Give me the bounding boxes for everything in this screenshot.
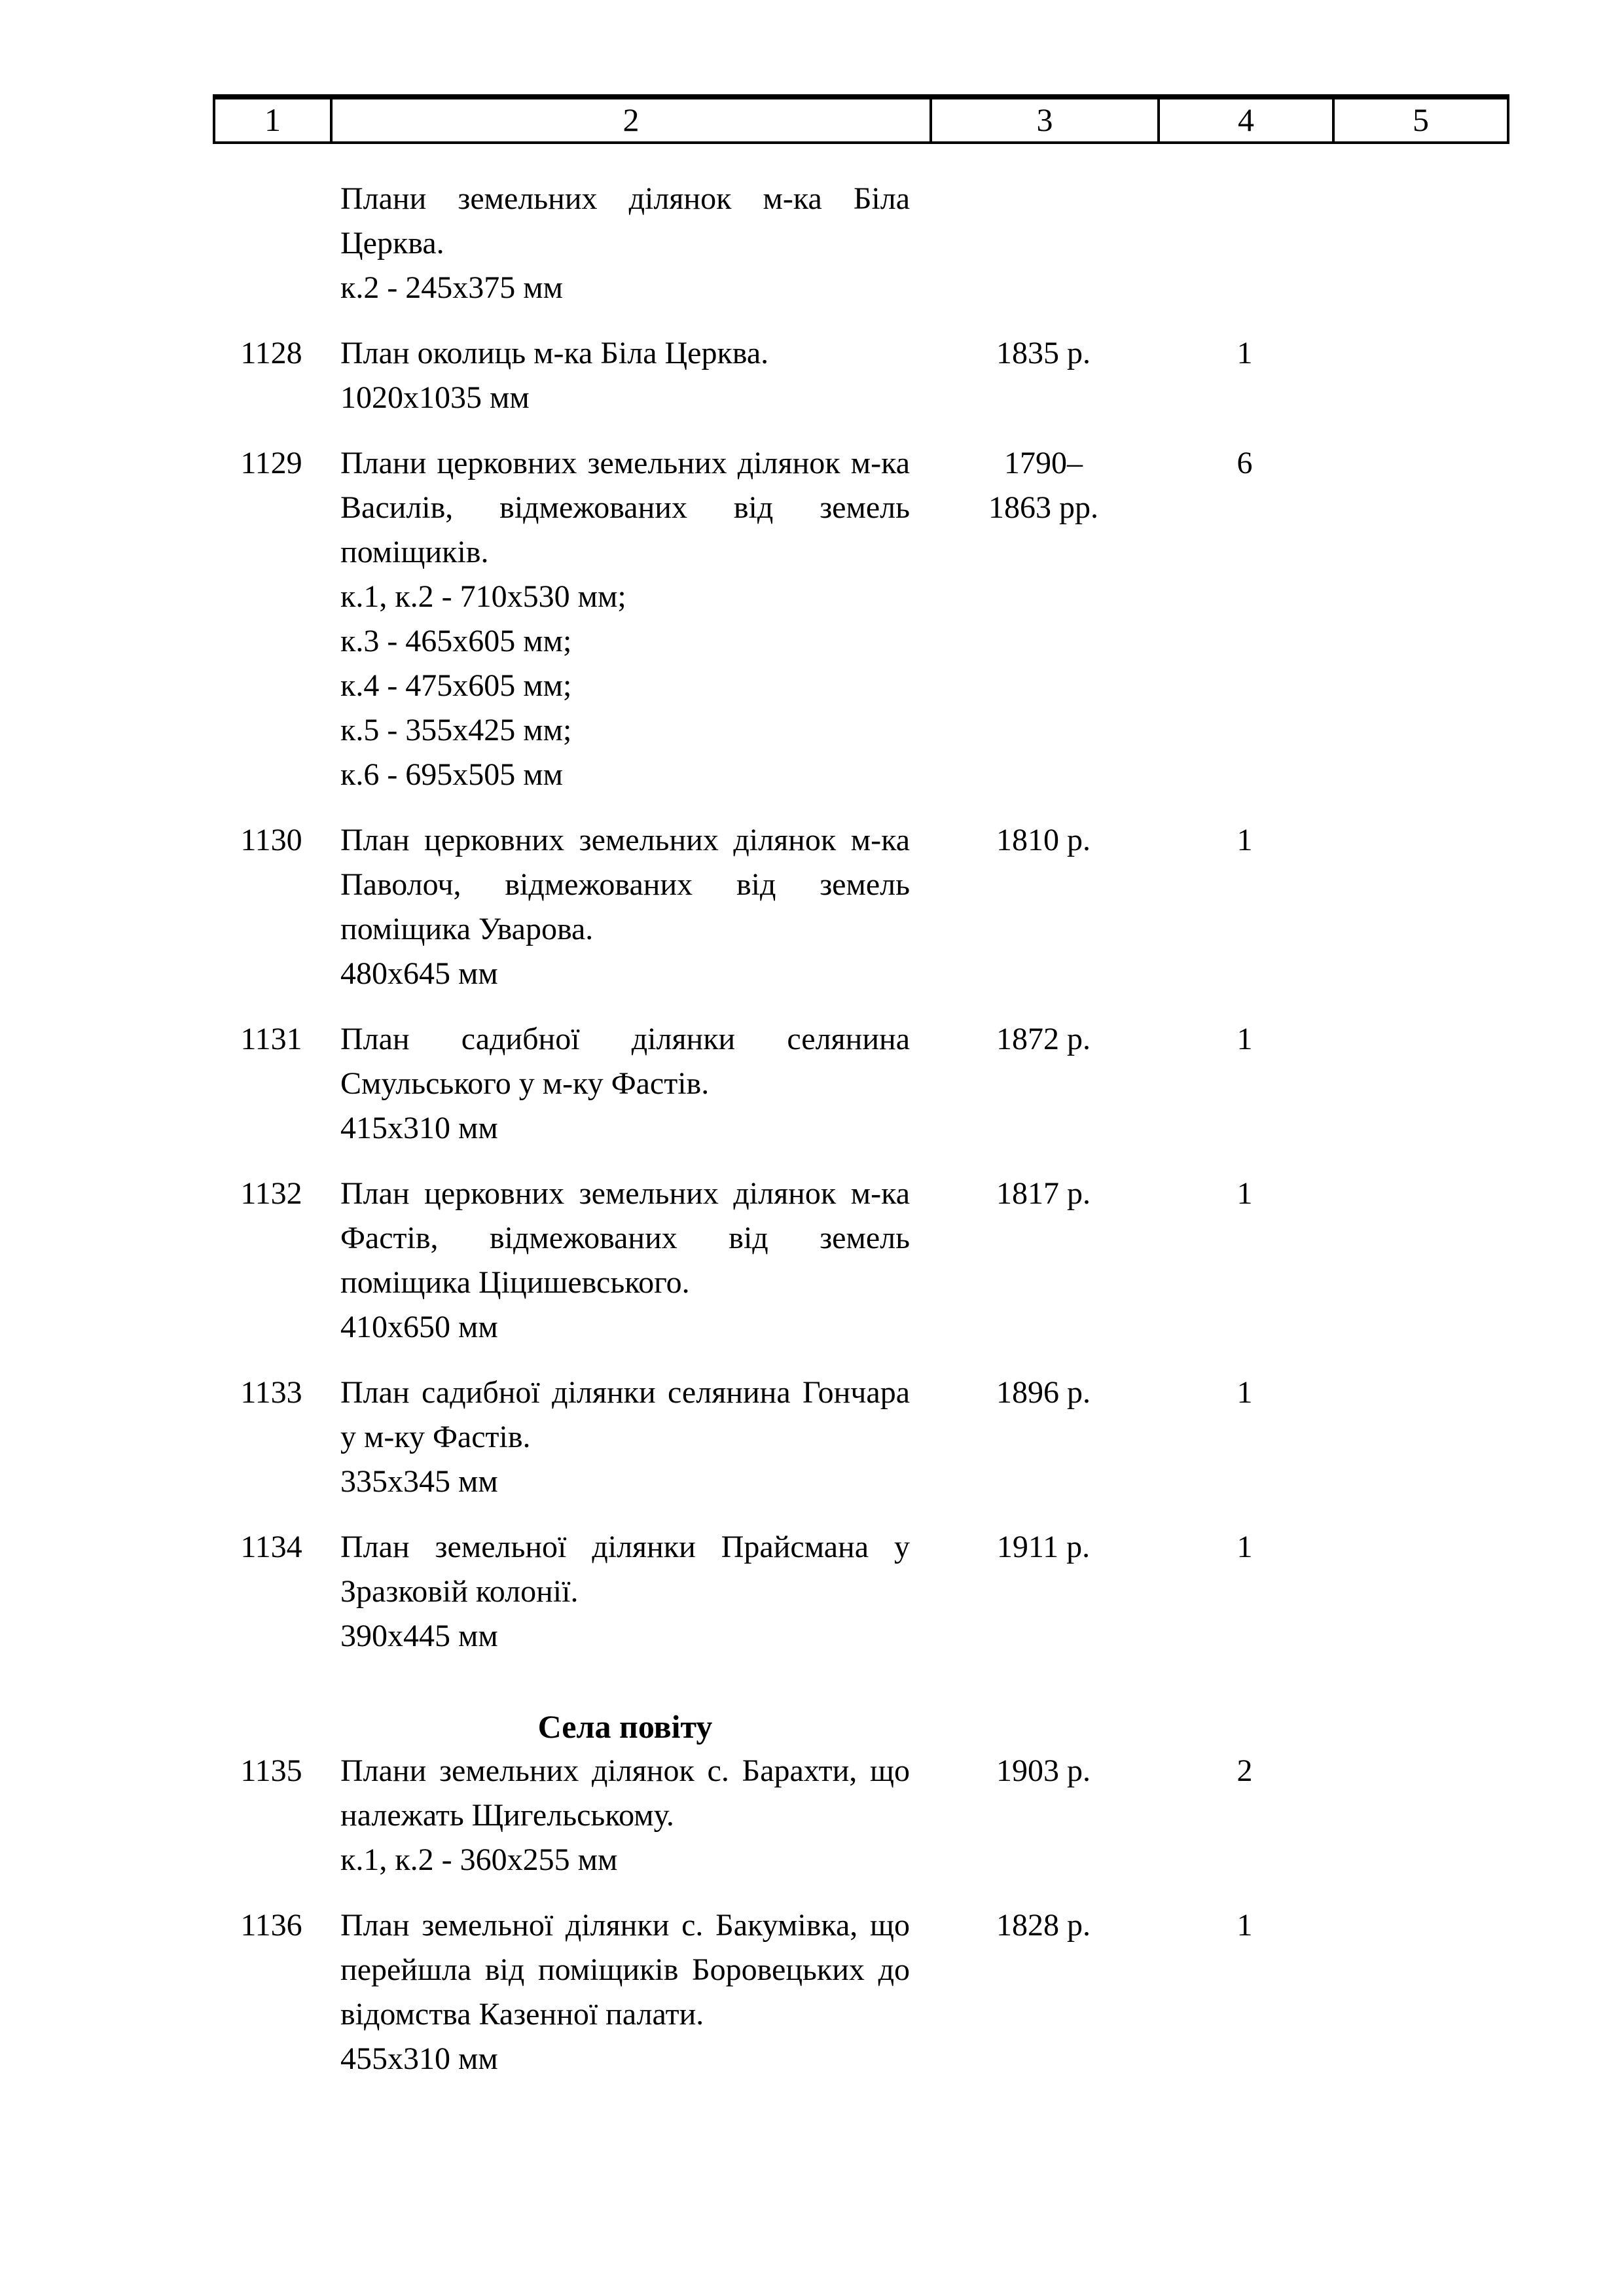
entry-number: 1131 bbox=[240, 1022, 302, 1056]
entry-count: 1 bbox=[1236, 1022, 1253, 1056]
entry-count bbox=[1157, 177, 1332, 310]
entry-date-line: 1911 р. bbox=[996, 1530, 1091, 1564]
entry-size-line: 455х310 мм bbox=[340, 2041, 498, 2076]
entry-number: 1136 bbox=[240, 1908, 302, 1943]
entry-date-cell bbox=[929, 331, 1157, 420]
entry-description-cell bbox=[330, 177, 929, 310]
entry-size-line: к.3 - 465х605 мм; bbox=[340, 624, 572, 658]
entry-number: 1133 bbox=[240, 1375, 302, 1410]
table-row bbox=[213, 1903, 1507, 2081]
table-row bbox=[213, 818, 1507, 996]
entry-date-cell bbox=[929, 1172, 1157, 1350]
section-heading-spacer bbox=[213, 1704, 330, 1749]
entry-date-cell bbox=[929, 1525, 1157, 1659]
entry-description-text: План садибної ділянки селянина Гончара у м-ку Фастів. bbox=[340, 1375, 910, 1454]
table-row bbox=[213, 1525, 1507, 1659]
entry-size-line: 480х645 мм bbox=[340, 956, 498, 991]
entry-description-cell bbox=[330, 1172, 929, 1350]
entry-empty-cell bbox=[1332, 1172, 1507, 1350]
entry-description-cell bbox=[330, 1903, 929, 2081]
table-row bbox=[213, 331, 1507, 420]
entry-description-cell bbox=[330, 1017, 929, 1151]
entry-description-text: План околиць м-ка Біла Церква. bbox=[340, 336, 769, 370]
entry-date-cell bbox=[929, 1371, 1157, 1504]
table-body bbox=[213, 177, 1507, 2081]
entry-number bbox=[213, 177, 330, 310]
table-header-cell-5: 5 bbox=[1332, 99, 1507, 141]
entry-size-line: к.6 - 695х505 мм bbox=[340, 757, 564, 792]
table-header-row bbox=[213, 94, 1509, 144]
table-header-cell-3: 3 bbox=[929, 99, 1157, 141]
entry-date-line: 1828 р. bbox=[996, 1908, 1091, 1943]
entry-size-line: к.1, к.2 - 710х530 мм; bbox=[340, 579, 626, 614]
entry-date-line: 1872 р. bbox=[996, 1022, 1091, 1056]
section-heading-spacer bbox=[1332, 1704, 1507, 1749]
entry-count: 1 bbox=[1236, 1176, 1253, 1211]
entry-date-line: 1810 р. bbox=[996, 823, 1091, 857]
entry-empty-cell bbox=[1332, 1371, 1507, 1504]
entry-count: 2 bbox=[1236, 1753, 1253, 1788]
entry-number: 1134 bbox=[240, 1530, 302, 1564]
section-heading-cell bbox=[330, 1704, 929, 1749]
table-row bbox=[213, 441, 1507, 797]
entry-empty-cell bbox=[1332, 818, 1507, 996]
entry-description-text: Плани земельних ділянок м-ка Біла Церква. bbox=[340, 181, 910, 260]
section-heading: Села повіту bbox=[537, 1708, 713, 1745]
entry-size-line: к.5 - 355х425 мм; bbox=[340, 713, 572, 747]
entry-description-cell bbox=[330, 1371, 929, 1504]
entry-date-cell bbox=[929, 441, 1157, 797]
entry-description-text: Плани церковних земельних ділянок м-ка Василів, відмежованих від земель поміщиків. bbox=[340, 446, 910, 569]
entry-size-line: 390х445 мм bbox=[340, 1619, 498, 1653]
entry-date-cell bbox=[929, 1903, 1157, 2081]
entry-size-line: 415х310 мм bbox=[340, 1111, 498, 1145]
table-header-cell-2: 2 bbox=[330, 99, 929, 141]
entry-date-line: 1896 р. bbox=[996, 1375, 1091, 1410]
entry-empty-cell bbox=[1332, 441, 1507, 797]
entry-description-text: План земельної ділянки Прайсмана у Зразковій колонії. bbox=[340, 1530, 910, 1609]
entry-date-line: 1790– bbox=[1004, 446, 1083, 480]
entry-description-text: План садибної ділянки селянина Смульського у м-ку Фастів. bbox=[340, 1022, 910, 1101]
entry-count: 1 bbox=[1236, 1908, 1253, 1943]
entry-number: 1132 bbox=[240, 1176, 302, 1211]
entry-empty-cell bbox=[1332, 1749, 1507, 1882]
table-row bbox=[213, 1017, 1507, 1151]
entry-size-line: к.4 - 475х605 мм; bbox=[340, 668, 572, 703]
entry-date-line: 1863 рр. bbox=[988, 490, 1098, 525]
entry-empty-cell bbox=[1332, 1525, 1507, 1659]
entry-description-text: Плани земельних ділянок с. Барахти, що належать Щигельському. bbox=[340, 1753, 910, 1833]
entry-date-cell bbox=[929, 177, 1157, 310]
entry-description-text: План церковних земельних ділянок м-ка Паволоч, відмежованих від земель поміщика Уварова. bbox=[340, 823, 910, 946]
entry-date-line: 1903 р. bbox=[996, 1753, 1091, 1788]
entry-size-line: 335х345 мм bbox=[340, 1464, 498, 1499]
entry-count: 6 bbox=[1236, 446, 1253, 480]
section-heading-spacer bbox=[1157, 1704, 1332, 1749]
entry-number: 1135 bbox=[240, 1753, 302, 1788]
entry-date-cell bbox=[929, 1017, 1157, 1151]
entry-count: 1 bbox=[1236, 1375, 1253, 1410]
entry-empty-cell bbox=[1332, 177, 1507, 310]
entry-date-cell bbox=[929, 818, 1157, 996]
table-header-cell-1: 1 bbox=[213, 99, 330, 141]
entry-size-line: к.2 - 245х375 мм bbox=[340, 270, 564, 305]
table-header-cell-4: 4 bbox=[1157, 99, 1332, 141]
table-row bbox=[213, 177, 1507, 310]
table-row bbox=[213, 1371, 1507, 1504]
entry-number: 1128 bbox=[240, 336, 302, 370]
entry-empty-cell bbox=[1332, 331, 1507, 420]
entry-date-line: 1817 р. bbox=[996, 1176, 1091, 1211]
entry-description-text: План земельної ділянки с. Бакумівка, що перейшла від поміщиків Боровецьких до відомства Казенної палати. bbox=[340, 1908, 910, 2032]
entry-date-line: 1835 р. bbox=[996, 336, 1091, 370]
section-heading-row bbox=[213, 1704, 1507, 1749]
entry-number: 1130 bbox=[240, 823, 302, 857]
section-heading-spacer bbox=[929, 1704, 1157, 1749]
entry-empty-cell bbox=[1332, 1017, 1507, 1151]
entry-size-line: 1020х1035 мм bbox=[340, 380, 530, 415]
entry-number: 1129 bbox=[240, 446, 302, 480]
entry-date-cell bbox=[929, 1749, 1157, 1882]
entry-description-cell bbox=[330, 1525, 929, 1659]
entry-count: 1 bbox=[1236, 823, 1253, 857]
entry-description-text: План церковних земельних ділянок м-ка Фастів, відмежованих від земель поміщика Ціцишевського. bbox=[340, 1176, 910, 1300]
entry-size-line: к.1, к.2 - 360х255 мм bbox=[340, 1842, 618, 1877]
entry-description-cell bbox=[330, 331, 929, 420]
entry-description-cell bbox=[330, 1749, 929, 1882]
entry-count: 1 bbox=[1236, 1530, 1253, 1564]
entry-empty-cell bbox=[1332, 1903, 1507, 2081]
table-row bbox=[213, 1172, 1507, 1350]
table-row bbox=[213, 1749, 1507, 1882]
entry-description-cell bbox=[330, 441, 929, 797]
entry-size-line: 410х650 мм bbox=[340, 1310, 498, 1344]
entry-count: 1 bbox=[1236, 336, 1253, 370]
entry-description-cell bbox=[330, 818, 929, 996]
